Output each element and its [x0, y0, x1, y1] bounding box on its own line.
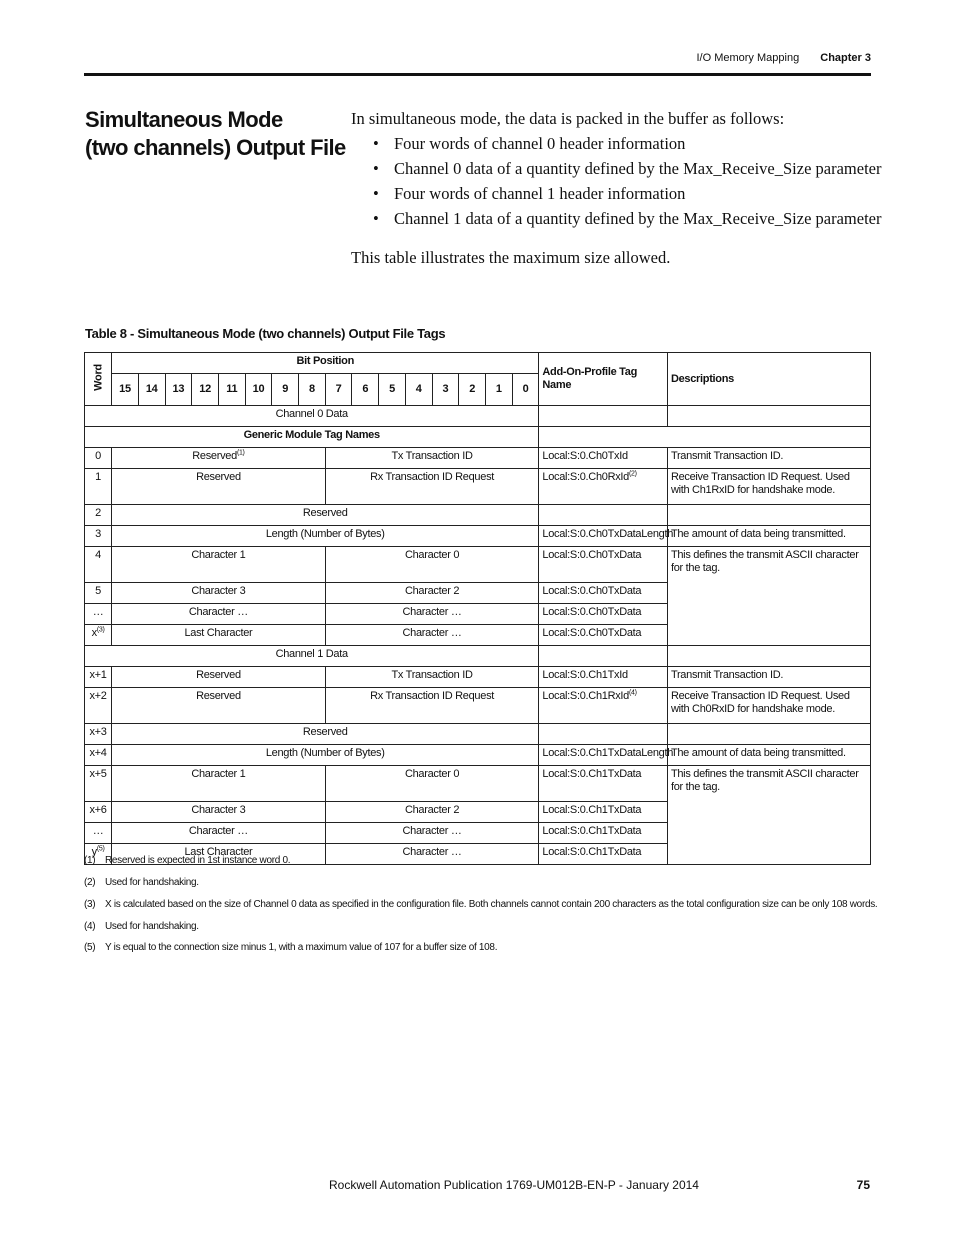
high-byte-value: Reserved	[192, 450, 237, 462]
tag-name: Local:S:0.Ch0RxId	[542, 471, 629, 483]
low-byte-cell: Character …	[325, 823, 539, 844]
footnote-text: X is calculated based on the size of Channel 0 data as specified in the configuration file. Both channels cannot contain 200 characters as the total configuration size can be only 108 words.	[105, 899, 878, 910]
empty-cell	[667, 406, 870, 427]
word-value: …	[92, 825, 104, 837]
intro-lead: In simultaneous mode, the data is packed in the buffer as follows:	[351, 109, 785, 128]
footnote-ref: (4)	[629, 689, 637, 697]
output-file-tags-table	[84, 352, 871, 865]
word-cell	[85, 724, 112, 745]
tag-cell	[539, 604, 668, 625]
word-cell	[85, 667, 112, 688]
word-value: 4	[95, 549, 101, 561]
bit-header: 2	[459, 374, 486, 406]
footnote-text: Used for handshaking.	[105, 921, 199, 932]
tag-name: Local:S:0.Ch0TxData	[542, 627, 642, 639]
footnote	[84, 899, 877, 910]
bit-header: 8	[299, 374, 326, 406]
empty-cell	[539, 646, 668, 667]
high-byte-value: Character 1	[191, 768, 246, 780]
word-cell	[85, 688, 112, 724]
description-cell: This defines the transmit ASCII character for the tag.	[667, 766, 870, 865]
footnote-ref: (2)	[629, 470, 637, 478]
footnote-number: (5)	[84, 942, 96, 953]
bit-header: 11	[218, 374, 245, 406]
word-cell	[85, 766, 112, 802]
high-byte-value: Reserved	[196, 471, 241, 483]
high-byte-cell	[112, 823, 326, 844]
bit-header: 4	[405, 374, 432, 406]
footnote-ref: (3)	[96, 626, 105, 634]
high-byte-cell	[112, 448, 326, 469]
empty-cell	[539, 427, 871, 448]
word-cell	[85, 745, 112, 766]
title-line-2: (two channels) Output File	[85, 135, 346, 160]
tag-cell	[539, 724, 668, 745]
table-row	[85, 724, 871, 745]
tag-cell	[539, 505, 668, 526]
high-byte-value: Reserved	[196, 669, 241, 681]
low-byte-cell: Character 0	[325, 547, 539, 583]
tag-cell	[539, 745, 674, 766]
bit-header: 13	[165, 374, 192, 406]
word-cell	[85, 583, 112, 604]
bits-cell: Reserved	[112, 724, 539, 745]
high-byte-cell	[112, 688, 326, 724]
high-byte-value: Character …	[188, 606, 248, 618]
low-byte-cell: Rx Transaction ID Request	[325, 469, 539, 505]
generic-tag-names: Generic Module Tag Names	[85, 427, 539, 448]
tag-name: Local:S:0.Ch1TxId	[542, 669, 628, 681]
bit-header: 5	[379, 374, 406, 406]
tag-name: Local:S:0.Ch0TxDataLength	[542, 528, 674, 540]
high-byte-value: Character 3	[191, 585, 246, 597]
word-cell	[85, 823, 112, 844]
word-value: 1	[95, 471, 101, 483]
table-row	[85, 688, 871, 724]
word-cell	[85, 448, 112, 469]
high-byte-value: Character 1	[191, 549, 246, 561]
tag-name: Local:S:0.Ch0TxId	[542, 450, 628, 462]
page-number: 75	[856, 1178, 870, 1192]
tag-name: Local:S:0.Ch0TxData	[542, 606, 642, 618]
description-cell: This defines the transmit ASCII character for the tag.	[667, 547, 870, 646]
word-value: …	[92, 606, 104, 618]
word-value: x+1	[89, 669, 107, 681]
section-title	[85, 106, 346, 162]
footnote	[84, 942, 497, 953]
tag-name: Local:S:0.Ch1TxData	[542, 804, 642, 816]
tag-name: Local:S:0.Ch0TxData	[542, 585, 642, 597]
tag-cell	[539, 844, 668, 865]
intro-bullet: • Channel 0 data of a quantity defined by the Max_Receive_Size parameter	[351, 156, 876, 181]
high-byte-value: Last Character	[184, 846, 253, 858]
intro-closing: This table illustrates the maximum size allowed.	[351, 248, 671, 267]
tag-cell	[539, 448, 668, 469]
channel-1-label: Channel 1 Data	[85, 646, 539, 667]
word-value: x	[91, 627, 97, 639]
intro-bullet: • Four words of channel 0 header information	[351, 131, 876, 156]
description-cell: Receive Transaction ID Request. Used with Ch0RxID for handshake mode.	[667, 688, 870, 724]
footnote-ref: (1)	[236, 449, 245, 457]
description-cell	[667, 505, 870, 526]
footnote-number: (1)	[84, 855, 96, 866]
word-value: y	[91, 846, 97, 858]
footnote-ref: (5)	[96, 845, 105, 853]
tag-cell	[539, 766, 668, 802]
bits-cell: Reserved	[112, 505, 539, 526]
bit-header: 3	[432, 374, 459, 406]
footnote-number: (4)	[84, 921, 96, 932]
high-byte-value: Character …	[188, 825, 248, 837]
channel-1-label-row	[85, 646, 871, 667]
bit-header: 0	[512, 374, 539, 406]
tag-cell	[539, 526, 674, 547]
high-byte-cell	[112, 667, 326, 688]
bit-header: 7	[325, 374, 352, 406]
word-value: x+5	[89, 768, 107, 780]
word-header: Word	[85, 353, 112, 406]
word-cell	[85, 547, 112, 583]
bit-header: 6	[352, 374, 379, 406]
tag-cell	[539, 667, 668, 688]
high-byte-value: Last Character	[184, 627, 253, 639]
bit-header: 12	[192, 374, 219, 406]
header-rule	[84, 73, 871, 76]
table-row	[85, 505, 871, 526]
empty-cell	[667, 646, 870, 667]
title-line-1: Simultaneous Mode	[85, 107, 283, 132]
bit-header: 10	[245, 374, 272, 406]
aop-header: Add-On-Profile Tag Name	[539, 353, 668, 406]
low-byte-cell: Character …	[325, 625, 539, 646]
word-cell	[85, 505, 112, 526]
empty-cell	[539, 406, 668, 427]
bit-position-header: Bit Position	[112, 353, 539, 374]
high-byte-value: Reserved	[196, 690, 241, 702]
tag-cell	[539, 823, 668, 844]
bit-header: 1	[485, 374, 512, 406]
word-value: 2	[95, 507, 101, 519]
word-value: x+2	[89, 690, 107, 702]
tag-cell	[539, 802, 668, 823]
word-cell	[85, 802, 112, 823]
low-byte-cell: Tx Transaction ID	[325, 667, 539, 688]
tag-cell	[539, 469, 668, 505]
footer-publication: Rockwell Automation Publication 1769-UM012B-EN-P - January 2014	[329, 1178, 699, 1192]
tag-name: Local:S:0.Ch1TxDataLength	[542, 747, 674, 759]
footnote-number: (3)	[84, 899, 96, 910]
footnote-text: Used for handshaking.	[105, 877, 199, 888]
low-byte-cell: Character 2	[325, 802, 539, 823]
low-byte-cell: Rx Transaction ID Request	[325, 688, 539, 724]
header-section: I/O Memory Mapping	[696, 52, 800, 64]
description-cell: Receive Transaction ID Request. Used with Ch1RxID for handshake mode.	[667, 469, 870, 505]
tag-name: Local:S:0.Ch1TxData	[542, 846, 642, 858]
table-row	[85, 469, 871, 505]
low-byte-cell: Character …	[325, 604, 539, 625]
tag-cell	[539, 583, 668, 604]
tag-cell	[539, 688, 668, 724]
description-cell	[667, 724, 870, 745]
low-byte-cell: Character 2	[325, 583, 539, 604]
tag-cell	[539, 547, 668, 583]
high-byte-cell	[112, 547, 326, 583]
description-cell: The amount of data being transmitted.	[667, 745, 870, 766]
intro-bullet: • Four words of channel 1 header information	[351, 181, 876, 206]
high-byte-cell	[112, 802, 326, 823]
bit-header: 15	[112, 374, 139, 406]
word-cell	[85, 526, 112, 547]
word-value: x+6	[89, 804, 107, 816]
table-row	[85, 547, 871, 583]
footnote	[84, 855, 290, 866]
word-value: x+3	[89, 726, 107, 738]
high-byte-cell	[112, 469, 326, 505]
tag-name: Local:S:0.Ch1RxId	[542, 690, 629, 702]
bit-header: 9	[272, 374, 299, 406]
bits-cell: Length (Number of Bytes)	[112, 745, 539, 766]
tag-name: Local:S:0.Ch0TxData	[542, 549, 642, 561]
word-value: 0	[95, 450, 101, 462]
description-cell: Transmit Transaction ID.	[667, 667, 870, 688]
footnote-number: (2)	[84, 877, 96, 888]
table-row	[85, 745, 871, 766]
footnote	[84, 877, 199, 888]
word-cell	[85, 604, 112, 625]
high-byte-cell	[112, 604, 326, 625]
word-cell	[85, 625, 112, 646]
table-row	[85, 448, 871, 469]
high-byte-value: Character 3	[191, 804, 246, 816]
footnote	[84, 921, 199, 932]
bits-cell: Length (Number of Bytes)	[112, 526, 539, 547]
word-value: 5	[95, 585, 101, 597]
high-byte-cell	[112, 583, 326, 604]
table-row	[85, 667, 871, 688]
channel-0-label: Channel 0 Data	[85, 406, 539, 427]
word-value: x+4	[89, 747, 107, 759]
description-cell: The amount of data being transmitted.	[667, 526, 870, 547]
word-cell	[85, 469, 112, 505]
description-cell: Transmit Transaction ID.	[667, 448, 870, 469]
header-chapter: Chapter 3	[820, 52, 871, 64]
high-byte-cell	[112, 766, 326, 802]
footnote-text: Reserved is expected in 1st instance word 0.	[105, 855, 291, 866]
tag-name: Local:S:0.Ch1TxData	[542, 768, 642, 780]
high-byte-cell	[112, 625, 326, 646]
intro-text	[351, 106, 882, 270]
generic-tag-names-row	[85, 427, 871, 448]
bit-header: 14	[138, 374, 165, 406]
descriptions-header: Descriptions	[667, 353, 870, 406]
footnote-text: Y is equal to the connection size minus 1, with a maximum value of 107 for a buffer size of 108.	[105, 942, 498, 953]
tag-name: Local:S:0.Ch1TxData	[542, 825, 642, 837]
table-row	[85, 526, 871, 547]
table-row	[85, 766, 871, 802]
intro-bullet-list	[351, 131, 882, 231]
intro-bullet: • Channel 1 data of a quantity defined by the Max_Receive_Size parameter	[351, 206, 876, 231]
tag-cell	[539, 625, 668, 646]
low-byte-cell: Character …	[325, 844, 539, 865]
channel-0-label-row	[85, 406, 871, 427]
low-byte-cell: Tx Transaction ID	[325, 448, 539, 469]
table-caption: Table 8 - Simultaneous Mode (two channels) Output File Tags	[85, 326, 446, 341]
low-byte-cell: Character 0	[325, 766, 539, 802]
running-header	[678, 52, 871, 64]
word-value: 3	[95, 528, 101, 540]
